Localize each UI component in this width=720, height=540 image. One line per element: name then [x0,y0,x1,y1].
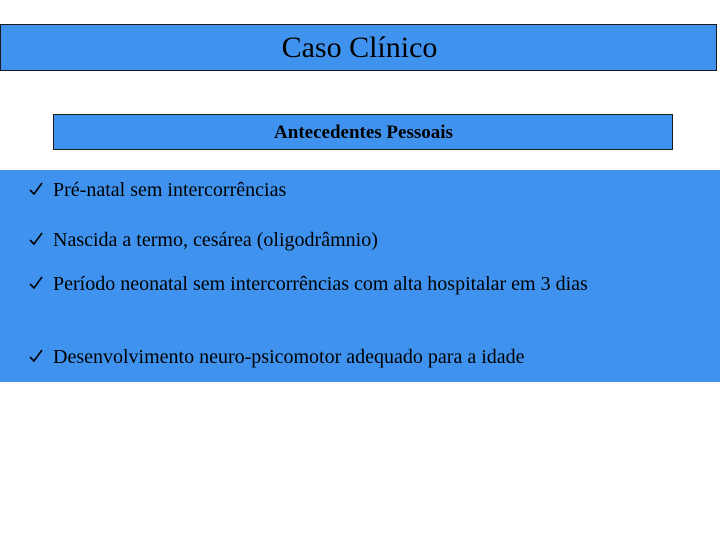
list-item-text: Pré-natal sem intercorrências [53,179,287,201]
checkmark-icon [29,227,47,253]
title-banner [0,24,717,71]
list-item [29,227,669,253]
slide-subtitle: Antecedentes Pessoais [274,122,453,143]
slide-title: Caso Clínico [281,31,438,64]
checkmark-icon [29,344,47,370]
list-item-text: Período neonatal sem intercorrências com alta hospitalar em 3 dias [53,273,588,295]
checkmark-icon [29,271,47,297]
list-item [29,271,669,297]
list-item [29,177,669,203]
checkmark-icon [29,177,47,203]
subtitle-banner [53,114,673,150]
list-item [29,344,669,370]
content-panel [0,170,720,382]
list-item-text: Nascida a termo, cesárea (oligodrâmnio) [53,229,378,251]
list-item-text: Desenvolvimento neuro-psicomotor adequado para a idade [53,346,525,368]
